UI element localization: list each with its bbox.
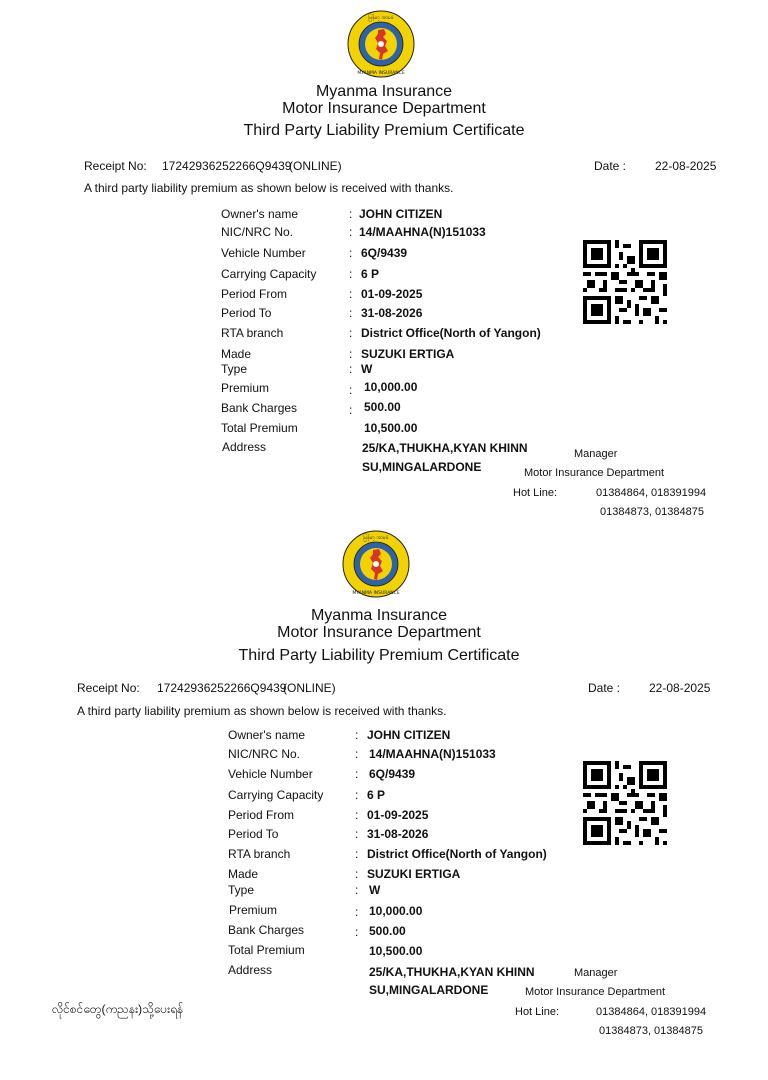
myanma-insurance-logo xyxy=(347,10,415,78)
receipt-number: 17242936252266Q9439 xyxy=(157,681,287,695)
owner-name-value: JOHN CITIZEN xyxy=(359,207,443,221)
colon: : xyxy=(355,808,359,822)
address-line-1: 25/KA,THUKHA,KYAN KHINN xyxy=(362,441,528,455)
colon: : xyxy=(355,827,359,841)
colon: : xyxy=(349,246,353,260)
premium-label: Premium xyxy=(221,381,270,395)
colon: : xyxy=(349,383,353,397)
address-line-2: SU,MINGALARDONE xyxy=(362,460,482,474)
date-value: 22-08-2025 xyxy=(649,681,711,695)
department-name: Motor Insurance Department xyxy=(282,100,486,117)
total-premium-label: Total Premium xyxy=(228,943,305,957)
receipt-number: 17242936252266Q9439 xyxy=(162,159,292,173)
bank-charges-value: 500.00 xyxy=(369,924,406,938)
address-label: Address xyxy=(228,963,273,977)
logo-top-text: မြန်မာ့ အာမခံ xyxy=(368,15,394,21)
date-label: Date : xyxy=(594,159,627,173)
receipt-label: Receipt No: xyxy=(84,159,147,173)
premium-value: 10,000.00 xyxy=(369,904,423,918)
owner-name-label: Owner's name xyxy=(228,728,305,742)
type-value: W xyxy=(369,883,381,897)
bank-charges-label: Bank Charges xyxy=(228,923,305,937)
address-label: Address xyxy=(222,440,267,454)
vehicle-number-label: Vehicle Number xyxy=(228,767,313,781)
total-premium-value: 10,500.00 xyxy=(364,421,418,435)
manager-department: Motor Insurance Department xyxy=(524,467,665,479)
certificate-title: Third Party Liability Premium Certificate xyxy=(238,647,520,664)
manager-department: Motor Insurance Department xyxy=(525,986,666,998)
vehicle-number-value: 6Q/9439 xyxy=(369,767,416,781)
certificate-2 xyxy=(0,522,768,1042)
colon: : xyxy=(349,207,353,221)
hotline-label: Hot Line: xyxy=(513,487,558,499)
capacity-value: 6 P xyxy=(367,788,386,802)
hotline-phones-2: 01384873, 01384875 xyxy=(599,1025,703,1037)
colon: : xyxy=(355,925,359,939)
hotline-phones-1: 01384864, 018391994 xyxy=(596,1006,707,1018)
intro-text: A third party liability premium as shown below is received with thanks. xyxy=(77,704,447,718)
address-line-2: SU,MINGALARDONE xyxy=(369,983,489,997)
department-name: Motor Insurance Department xyxy=(277,624,481,641)
logo-top-text: မြန်မာ့ အာမခံ xyxy=(363,535,389,541)
manager-title: Manager xyxy=(574,448,618,460)
certificate-title: Third Party Liability Premium Certificate xyxy=(243,122,525,139)
owner-name-value: JOHN CITIZEN xyxy=(367,728,451,742)
myanmar-footer-text: လိုင်စင်တွေ(ကညနး)သို့ပေးရန် xyxy=(52,1002,184,1016)
type-value: W xyxy=(361,362,373,376)
rta-branch-label: RTA branch xyxy=(221,326,284,340)
period-to-value: 31-08-2026 xyxy=(367,827,429,841)
rta-branch-value: District Office(North of Yangon) xyxy=(367,847,547,861)
qr-code xyxy=(583,240,667,324)
colon: : xyxy=(349,287,353,301)
date-value: 22-08-2025 xyxy=(655,159,717,173)
address-line-1: 25/KA,THUKHA,KYAN KHINN xyxy=(369,965,535,979)
hotline-label: Hot Line: xyxy=(515,1006,560,1018)
owner-name-label: Owner's name xyxy=(221,207,298,221)
colon: : xyxy=(355,788,359,802)
type-label: Type xyxy=(228,883,255,897)
premium-value: 10,000.00 xyxy=(364,380,418,394)
made-label: Made xyxy=(228,867,259,881)
receipt-label: Receipt No: xyxy=(77,681,140,695)
bank-charges-label: Bank Charges xyxy=(221,401,298,415)
colon: : xyxy=(355,867,359,881)
rta-branch-value: District Office(North of Yangon) xyxy=(361,326,541,340)
colon: : xyxy=(349,362,353,376)
period-to-label: Period To xyxy=(221,306,272,320)
colon: : xyxy=(349,225,353,239)
period-from-value: 01-09-2025 xyxy=(361,287,423,301)
nrc-value: 14/MAAHNA(N)151033 xyxy=(359,225,486,239)
colon: : xyxy=(349,403,353,417)
colon: : xyxy=(355,728,359,742)
nrc-label: NIC/NRC No. xyxy=(228,747,301,761)
colon: : xyxy=(349,306,353,320)
rta-branch-label: RTA branch xyxy=(228,847,291,861)
period-to-value: 31-08-2026 xyxy=(361,306,423,320)
receipt-mode: (ONLINE) xyxy=(289,159,342,173)
colon: : xyxy=(355,747,359,761)
company-name: Myanma Insurance xyxy=(315,83,453,100)
nrc-value: 14/MAAHNA(N)151033 xyxy=(369,747,496,761)
made-label: Made xyxy=(221,347,252,361)
nrc-label: NIC/NRC No. xyxy=(221,225,294,239)
colon: : xyxy=(355,905,359,919)
premium-label: Premium xyxy=(229,903,278,917)
colon: : xyxy=(355,847,359,861)
hotline-phones-1: 01384864, 018391994 xyxy=(596,487,707,499)
colon: : xyxy=(349,267,353,281)
vehicle-number-value: 6Q/9439 xyxy=(361,246,408,260)
date-label: Date : xyxy=(588,681,621,695)
period-from-label: Period From xyxy=(221,287,288,301)
capacity-value: 6 P xyxy=(361,267,380,281)
manager-title: Manager xyxy=(574,967,618,979)
logo-bottom-text: MYANMA INSURANCE xyxy=(357,71,405,76)
company-name: Myanma Insurance xyxy=(310,607,448,624)
type-label: Type xyxy=(221,362,248,376)
qr-code xyxy=(583,761,667,845)
certificate-1 xyxy=(0,0,768,520)
myanma-insurance-logo xyxy=(342,530,410,598)
bank-charges-value: 500.00 xyxy=(364,400,401,414)
total-premium-value: 10,500.00 xyxy=(369,944,423,958)
capacity-label: Carrying Capacity xyxy=(228,788,324,802)
colon: : xyxy=(355,767,359,781)
made-value: SUZUKI ERTIGA xyxy=(367,867,461,881)
receipt-mode: (ONLINE) xyxy=(283,681,336,695)
vehicle-number-label: Vehicle Number xyxy=(221,246,306,260)
logo-bottom-text: MYANMA INSURANCE xyxy=(352,591,400,596)
period-to-label: Period To xyxy=(228,827,279,841)
capacity-label: Carrying Capacity xyxy=(221,267,317,281)
hotline-phones-2: 01384873, 01384875 xyxy=(600,506,704,518)
colon: : xyxy=(349,347,353,361)
colon: : xyxy=(355,883,359,897)
made-value: SUZUKI ERTIGA xyxy=(361,347,455,361)
colon: : xyxy=(349,326,353,340)
period-from-value: 01-09-2025 xyxy=(367,808,429,822)
period-from-label: Period From xyxy=(228,808,295,822)
total-premium-label: Total Premium xyxy=(221,421,298,435)
intro-text: A third party liability premium as shown below is received with thanks. xyxy=(84,181,454,195)
